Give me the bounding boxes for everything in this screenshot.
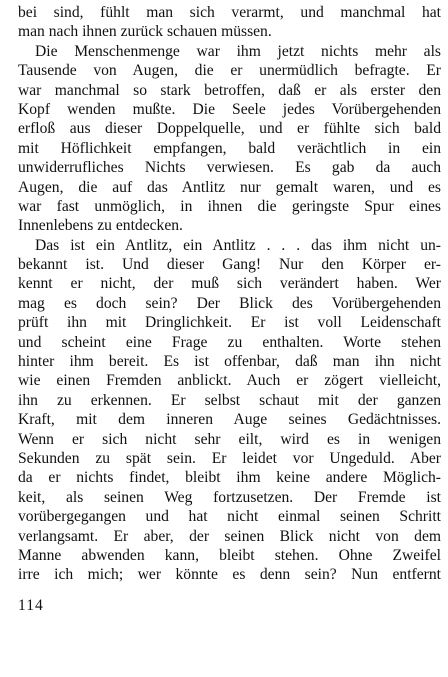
page-number: 114 (18, 597, 44, 614)
text-line: bei sind, fühlt man sich verarmt, und manchmal hat (18, 4, 441, 21)
text-line: bekannt ist. Und dieser Gang! Nur den Körper er- (18, 256, 441, 274)
text-line: Wenn er sich nicht sehr eilt, wird es in wenigen (18, 430, 441, 448)
text-line: Innenlebens zu entdecken. (18, 217, 183, 235)
text-line: war manchmal so stark betroffen, daß er als erster den (18, 81, 441, 99)
text-line: mit Höflichkeit empfangen, bald verächtlich in ein (18, 139, 441, 157)
text-line: Augen, die auf das Antlitz nur gemalt waren, und es (18, 178, 441, 196)
text-line: Manne abwenden kann, bleibt stehen. Ohne Zweifel (18, 546, 441, 564)
text-line: Sekunden zu spät sein. Er leidet vor Ungeduld. Aber (18, 449, 441, 467)
text-line: wie einen Fremden anblickt. Auch er zögert vielleicht, (18, 372, 441, 390)
text-line: unwiderrufliches Nichts verwiesen. Es gab da auch (18, 159, 441, 177)
body-text (18, 3, 441, 585)
text-line: prüft ihn mit Dringlichkeit. Er ist voll Leidenschaft (18, 314, 441, 332)
text-line: man nach ihnen zurück schauen müssen. (18, 23, 272, 41)
text-line: und scheint eine Frage zu enthalten. Worte stehen (18, 333, 441, 351)
text-line: vorübergegangen und hat nicht einmal seinen Schritt (18, 508, 441, 526)
text-line: mag es doch sein? Der Blick des Vorübergehenden (18, 294, 441, 312)
text-line: Das ist ein Antlitz, ein Antlitz . . . das ihm nicht un- (35, 236, 441, 254)
text-line: kennt er nicht, der muß sich verändert haben. Wer (18, 275, 441, 293)
text-line: da er nichts findet, bleibt ihm keine andere Möglich- (18, 469, 441, 487)
text-line: Kraft, mit dem inneren Auge seines Gedächtnisses. (18, 411, 441, 429)
text-line: Die Menschenmenge war ihm jetzt nichts mehr als (35, 42, 441, 60)
text-line: verlangsamt. Er aber, der seinen Blick nicht von dem (18, 527, 441, 545)
text-line: Tausende von Augen, die er unermüdlich befragte. Er (18, 62, 441, 80)
text-line: keit, als seinen Weg fortzusetzen. Der Fremde ist (18, 488, 441, 506)
text-line: Kopf wenden mußte. Die Seele jedes Vorübergehenden (18, 100, 441, 118)
text-line: hinter ihm bereit. Es ist offenbar, daß man ihn nicht (18, 353, 441, 371)
text-line: erfloß aus dieser Doppelquelle, und er fühlte sich bald (18, 120, 441, 138)
text-line: war fast unmöglich, in ihnen die geringste Spur eines (18, 197, 441, 215)
text-line: irre ich mich; wer könnte es denn sein? Nun entfernt (18, 566, 441, 584)
text-line: ihn zu erkennen. Er selbst schaut mit der ganzen (18, 391, 441, 409)
